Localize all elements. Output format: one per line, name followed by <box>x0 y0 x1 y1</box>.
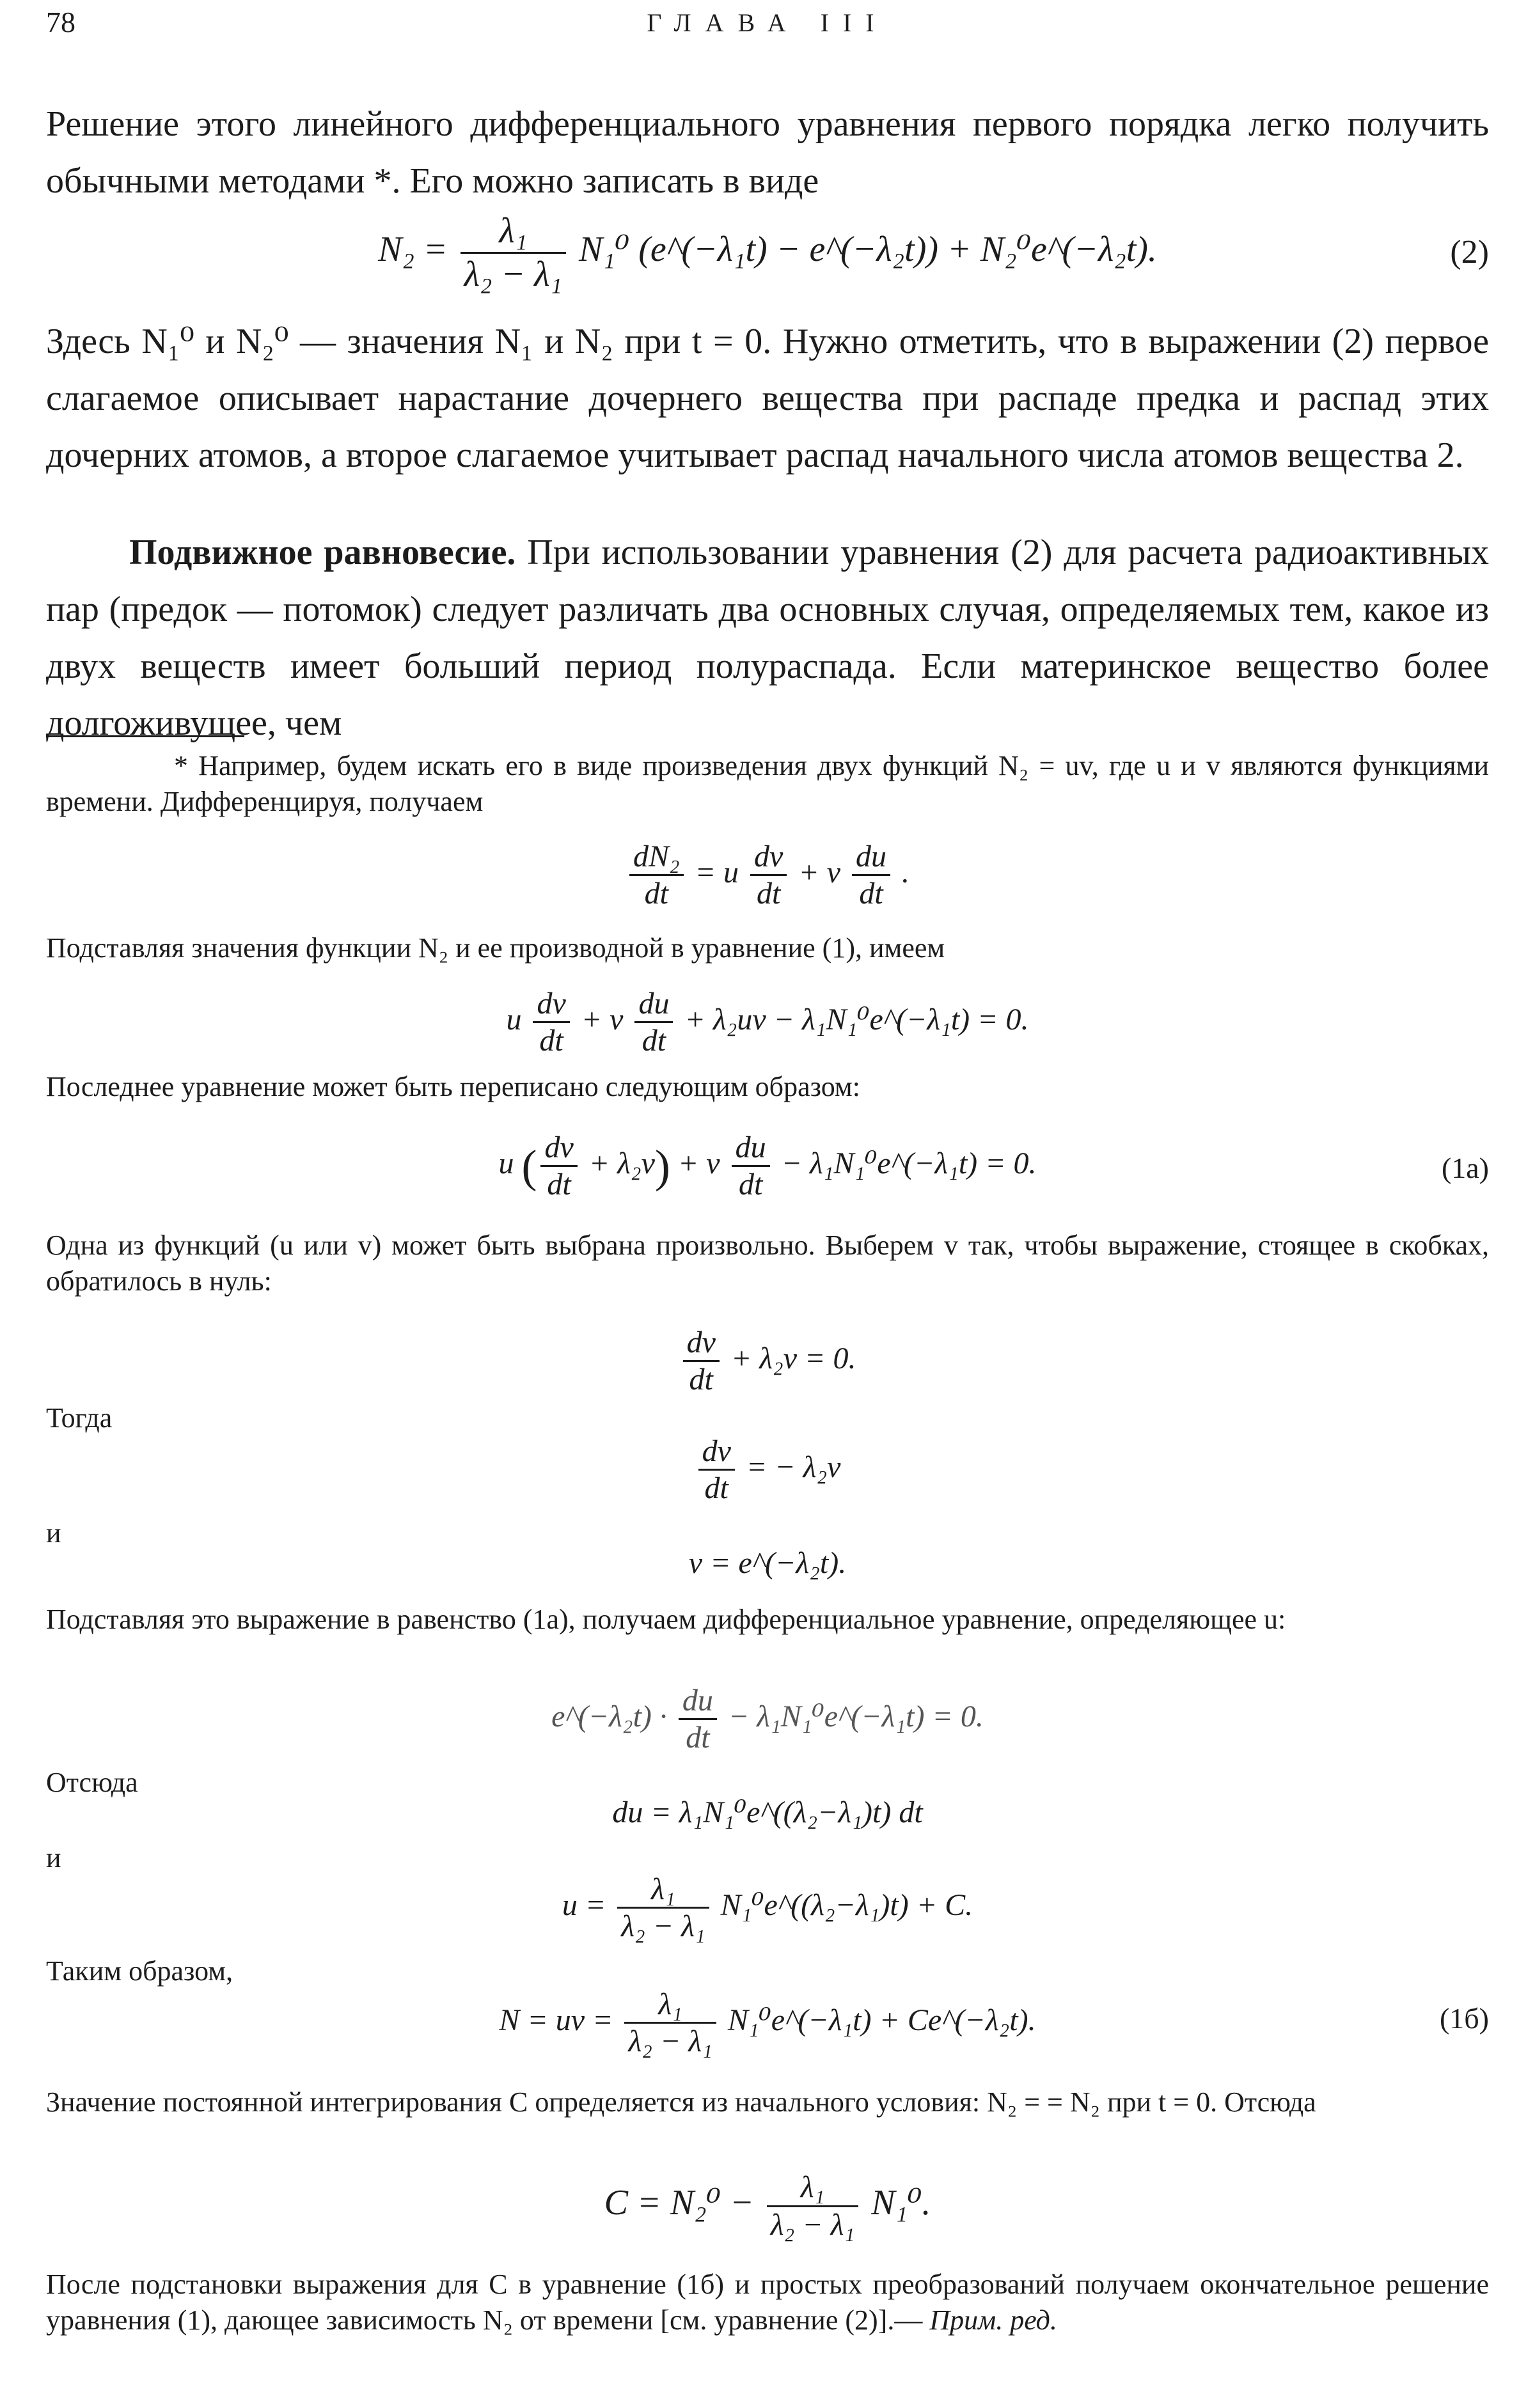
paren-open: ( <box>521 1140 537 1192</box>
eq-g-den: dt <box>686 1721 710 1755</box>
footnote-eq-c <box>46 1116 1489 1212</box>
paragraph-explanation: Здесь N₁⁰ и N₂⁰ — значения N₁ и N₂ при t = 0. Нужно отметить, что в выражении (2) первое слагаемое описывает нарастание дочернего вещества при распаде предка и распад этих дочерних атомов, а второе слагаемое учитывает распад начального числа атомов вещества 2. <box>46 322 1489 475</box>
editor-note: Прим. ред. <box>929 2304 1057 2336</box>
eq-c-pre: u <box>498 1146 514 1180</box>
footnote-text-4: Тогда <box>46 1402 113 1434</box>
eq-g-pre: e^(−λ₂t) · <box>551 1700 667 1733</box>
footnote-eq-f: v = e^(−λ₂t). <box>688 1546 847 1580</box>
running-head <box>46 5 1489 43</box>
section-text: При использовании уравнения (2) для расчета радиоактивных пар (предок — потомок) следует различать два основных случая, определяемых тем, какое из двух веществ имеет больший период полураспада. Если материнское вещество более долгоживущее, чем <box>46 533 1489 743</box>
eq-b-tail: + λ₂uv − λ₁N₁⁰e^(−λ₁t) = 0. <box>684 1003 1029 1036</box>
chapter-title: ГЛАВА III <box>647 8 888 37</box>
eq-a-tail: . <box>902 856 910 889</box>
eq-a-mid1: = u <box>695 856 739 889</box>
eq-k-den: λ₂ − λ₁ <box>770 2207 855 2242</box>
footnote-text-7: Отсюда <box>46 1767 138 1798</box>
eq-a-den2: dt <box>757 877 781 911</box>
eq-e-den: dt <box>704 1471 728 1506</box>
eq-a-num2: dv <box>750 839 787 876</box>
eq-j-pre: N = uv = <box>499 2003 613 2037</box>
footnote-eq-i <box>46 1861 1489 1950</box>
footnote-text-1: Подставляя значения функции N₂ и ее производной в уравнение (1), имеем <box>46 932 945 964</box>
footnote-text-10: Значение постоянной интегрирования C определяется из начального условия: N₂ = = N₂ при t = 0. Отсюда <box>46 2086 1316 2118</box>
footnote-final-text: После подстановки выражения для C в уравнение (1б) и простых преобразований получаем окончательное решение уравнения (1), дающее зависимость N₂ от времени [см. уравнение (2)].— <box>46 2269 1489 2336</box>
eq-c-num1: dv <box>540 1130 577 1167</box>
eq-d-den: dt <box>689 1363 713 1397</box>
eq2-numerator: λ₁ <box>460 210 566 253</box>
eq-c-num2: du <box>732 1130 770 1167</box>
eq-k-pre: C = N₂⁰ − <box>604 2183 754 2223</box>
eq-j-num: λ₁ <box>624 1987 716 2024</box>
eq-j-tail: N₁⁰e^(−λ₁t) + Ce^(−λ₂t). <box>727 2003 1036 2037</box>
footnote-text-2: Последнее уравнение может быть переписано следующим образом: <box>46 1071 860 1102</box>
eq-d-tail: + λ₂v = 0. <box>730 1341 856 1375</box>
eq-j-den: λ₂ − λ₁ <box>628 2024 712 2059</box>
footnote-eq-e <box>46 1426 1489 1509</box>
equation-2 <box>46 205 1489 294</box>
equation-1a-number: (1a) <box>1441 1152 1489 1184</box>
eq-a-den1: dt <box>644 877 668 911</box>
footnote-text-11 <box>46 2267 1489 2338</box>
footnote-eq-d <box>46 1317 1489 1400</box>
footnote-text-6: Подставляя это выражение в равенство (1а), получаем дифференциальное уравнение, определяющее u: <box>46 1604 1286 1635</box>
eq2-lhs: N₂ = <box>378 230 448 269</box>
footnote-text-8: и <box>46 1842 61 1873</box>
eq-c-den1: dt <box>547 1168 571 1202</box>
equation-1b-number: (1б) <box>1439 2002 1489 2035</box>
eq-i-num: λ₁ <box>617 1872 709 1909</box>
footnote-divider <box>46 735 244 737</box>
eq-c-den2: dt <box>738 1168 763 1202</box>
paren-close: ) <box>654 1140 670 1192</box>
eq-e-tail: = − λ₂v <box>746 1450 841 1484</box>
paragraph-solution-intro: Решение этого линейного дифференциального уравнения первого порядка легко получить обычными методами *. Его можно записать в виде <box>46 104 1489 201</box>
section-lead: Подвижное равновесие. <box>129 533 516 572</box>
eq-a-mid2: + v <box>798 856 841 889</box>
eq-i-tail: N₁⁰e^((λ₂−λ₁)t) + C. <box>720 1888 973 1922</box>
eq-g-num: du <box>679 1683 717 1720</box>
footnote-text-9: Таким образом, <box>46 1955 233 1987</box>
footnote-eq-b <box>46 978 1489 1061</box>
eq-c-mid2: + v <box>677 1146 720 1180</box>
equation-2-number: (2) <box>1450 234 1489 270</box>
eq-a-num3: du <box>852 839 890 876</box>
eq-k-num: λ₁ <box>767 2170 858 2207</box>
footnote-text-5: и <box>46 1517 61 1549</box>
eq-c-tail: − λ₁N₁⁰e^(−λ₁t) = 0. <box>781 1146 1037 1180</box>
footnote-intro: * Например, будем искать его в виде произведения двух функций N₂ = uv, где u и v являются функциями времени. Дифференцируя, получаем <box>46 750 1489 817</box>
footnote-eq-j <box>46 1976 1489 2065</box>
eq-b-pre: u <box>506 1003 522 1036</box>
footnote-eq-g <box>46 1675 1489 1758</box>
eq-b-den1: dt <box>539 1024 563 1058</box>
eq2-denominator: λ₂ − λ₁ <box>464 254 562 294</box>
eq-b-mid1: + v <box>581 1003 624 1036</box>
eq-k-tail: N₁⁰. <box>871 2183 931 2223</box>
eq-e-num: dv <box>698 1434 735 1471</box>
footnote-text-3: Одна из функций (u или v) может быть выбрана произвольно. Выберем v так, чтобы выражение, стоящее в скобках, обратилось в нуль: <box>46 1230 1489 1297</box>
eq-b-den2: dt <box>642 1024 666 1058</box>
eq-b-num1: dv <box>533 986 569 1023</box>
eq2-fraction <box>460 210 566 295</box>
eq-g-tail: − λ₁N₁⁰e^(−λ₁t) = 0. <box>728 1700 984 1733</box>
eq2-rhs: N₁⁰ (e^(−λ₁t) − e^(−λ₂t)) + N₂⁰e^(−λ₂t). <box>578 230 1157 269</box>
page-number: 78 <box>46 6 75 38</box>
eq-c-mid1: + λ₂v <box>588 1146 655 1180</box>
eq-a-num1: dN₂ <box>629 839 684 876</box>
eq-d-num: dv <box>683 1325 720 1362</box>
eq-i-den: λ₂ − λ₁ <box>621 1909 705 1944</box>
footnote-eq-a <box>46 831 1489 914</box>
footnote-eq-h: du = λ₁N₁⁰e^((λ₂−λ₁)t) dt <box>612 1795 923 1829</box>
paragraph-moving-equilibrium <box>46 524 1489 752</box>
eq-i-pre: u = <box>562 1888 606 1922</box>
eq-b-num2: du <box>634 986 673 1023</box>
footnote-eq-k <box>46 2155 1489 2251</box>
eq-a-den3: dt <box>859 877 883 911</box>
